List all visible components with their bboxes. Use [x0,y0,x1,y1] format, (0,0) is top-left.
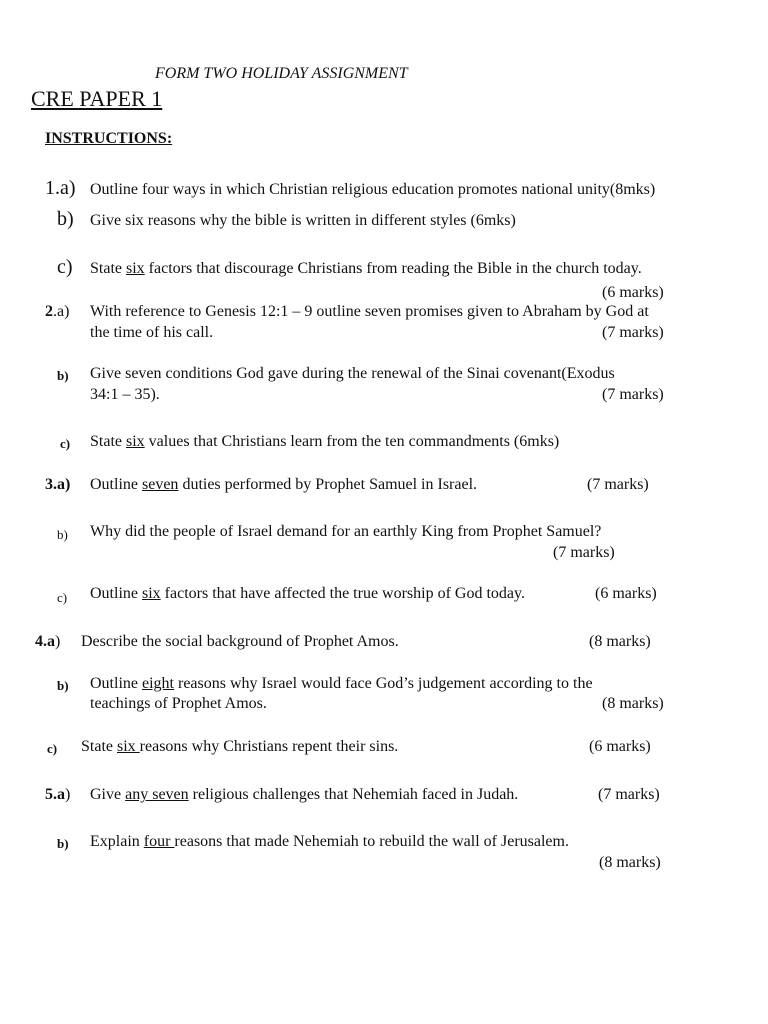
q5a-text-post: religious challenges that Nehemiah faced in Judah. [188,786,519,803]
q4a-number-rest: ) [55,633,61,650]
q1b-number: b) [57,208,74,230]
q3a-number: 3.a) [45,476,71,493]
q2a-marks: (7 marks) [602,324,664,341]
q4b-marks: (8 marks) [602,695,664,712]
q4c-number: c) [47,741,58,756]
q2c-text [90,432,559,452]
q1c-text [90,259,642,279]
q1c-text-post: factors that discourage Christians from reading the Bible in the church today. [144,260,642,277]
q5a-text [90,785,518,805]
q5b-text-post: reasons that made Nehemiah to rebuild the wall of Jerusalem. [174,833,569,850]
q3c-number: c) [57,590,68,605]
q5a-underlined: any seven [125,786,189,803]
q1b-text: Give six reasons why the bible is written in different styles (6mks) [90,212,516,229]
q2c-underlined: six [126,433,145,450]
q2a-text-line2: the time of his call. [90,324,214,341]
q3a-text-pre: Outline [90,476,142,493]
q4c-text-pre: State [81,738,117,755]
q2c-text-pre: State [90,433,126,450]
q5b-underlined: four [143,833,175,850]
q5b-number: b) [57,836,69,851]
paper-title: CRE PAPER 1 [31,86,163,111]
instructions-label: INSTRUCTIONS: [45,130,173,147]
q4b-text-line1 [90,674,593,694]
q5a-number [45,785,70,805]
q3a-text [90,475,477,495]
q2a-number-rest: .a) [53,303,70,320]
q4b-text-pre: Outline [90,675,142,692]
q5a-number-rest: ) [65,786,71,803]
q4a-marks: (8 marks) [589,633,651,650]
q4b-text-line2: teachings of Prophet Amos. [90,695,267,712]
assignment-title: FORM TWO HOLIDAY ASSIGNMENT [155,65,408,82]
q2a-number [45,302,69,322]
q5b-text [90,832,569,852]
q2b-marks: (7 marks) [602,386,664,403]
q2a-text-line1: With reference to Genesis 12:1 – 9 outline seven promises given to Abraham by God at [90,303,649,320]
q3c-text-post: factors that have affected the true worship of God today. [160,585,525,602]
q4c-marks: (6 marks) [589,738,651,755]
q3c-text [90,584,525,604]
q1c-underlined: six [126,260,145,277]
q2a-number-bold: 2 [45,303,53,320]
q2c-number: c) [60,436,71,451]
q2c-text-post: values that Christians learn from the ten commandments (6mks) [144,433,560,450]
q1a-number: 1.a) [45,177,76,199]
q4b-number: b) [57,678,69,693]
q1c-marks: (6 marks) [602,284,664,301]
q4c-text [81,737,398,757]
q2b-number: b) [57,368,69,383]
q4a-number-bold: 4.a [35,633,55,650]
q3b-marks: (7 marks) [553,544,615,561]
q4c-text-post: reasons why Christians repent their sins. [139,738,399,755]
q1a-text: Outline four ways in which Christian religious education promotes national unity(8mks) [90,181,656,198]
q3a-marks: (7 marks) [587,476,649,493]
q2b-text-line2: 34:1 – 35). [90,386,160,403]
q5b-text-pre: Explain [90,833,144,850]
q3b-text: Why did the people of Israel demand for an earthly King from Prophet Samuel? [90,523,602,540]
q3c-text-pre: Outline [90,585,142,602]
q3a-text-post: duties performed by Prophet Samuel in Israel. [178,476,478,493]
q3c-underlined: six [142,585,161,602]
q2b-text-line1: Give seven conditions God gave during the renewal of the Sinai covenant(Exodus [90,365,615,382]
q5a-number-bold: 5.a [45,786,65,803]
q3c-marks: (6 marks) [595,585,657,602]
q4b-underlined: eight [142,675,174,692]
q4a-text: Describe the social background of Prophet Amos. [81,633,399,650]
q1c-text-pre: State [90,260,126,277]
q3a-underlined: seven [142,476,179,493]
q5a-text-pre: Give [90,786,126,803]
q4b-text-post: reasons why Israel would face God’s judgement according to the [174,675,593,692]
q5a-marks: (7 marks) [598,786,660,803]
q3b-number: b) [57,527,68,542]
q1c-number: c) [57,256,73,278]
q4c-underlined: six [117,738,140,755]
q5b-marks: (8 marks) [599,854,661,871]
q4a-number [35,632,60,652]
